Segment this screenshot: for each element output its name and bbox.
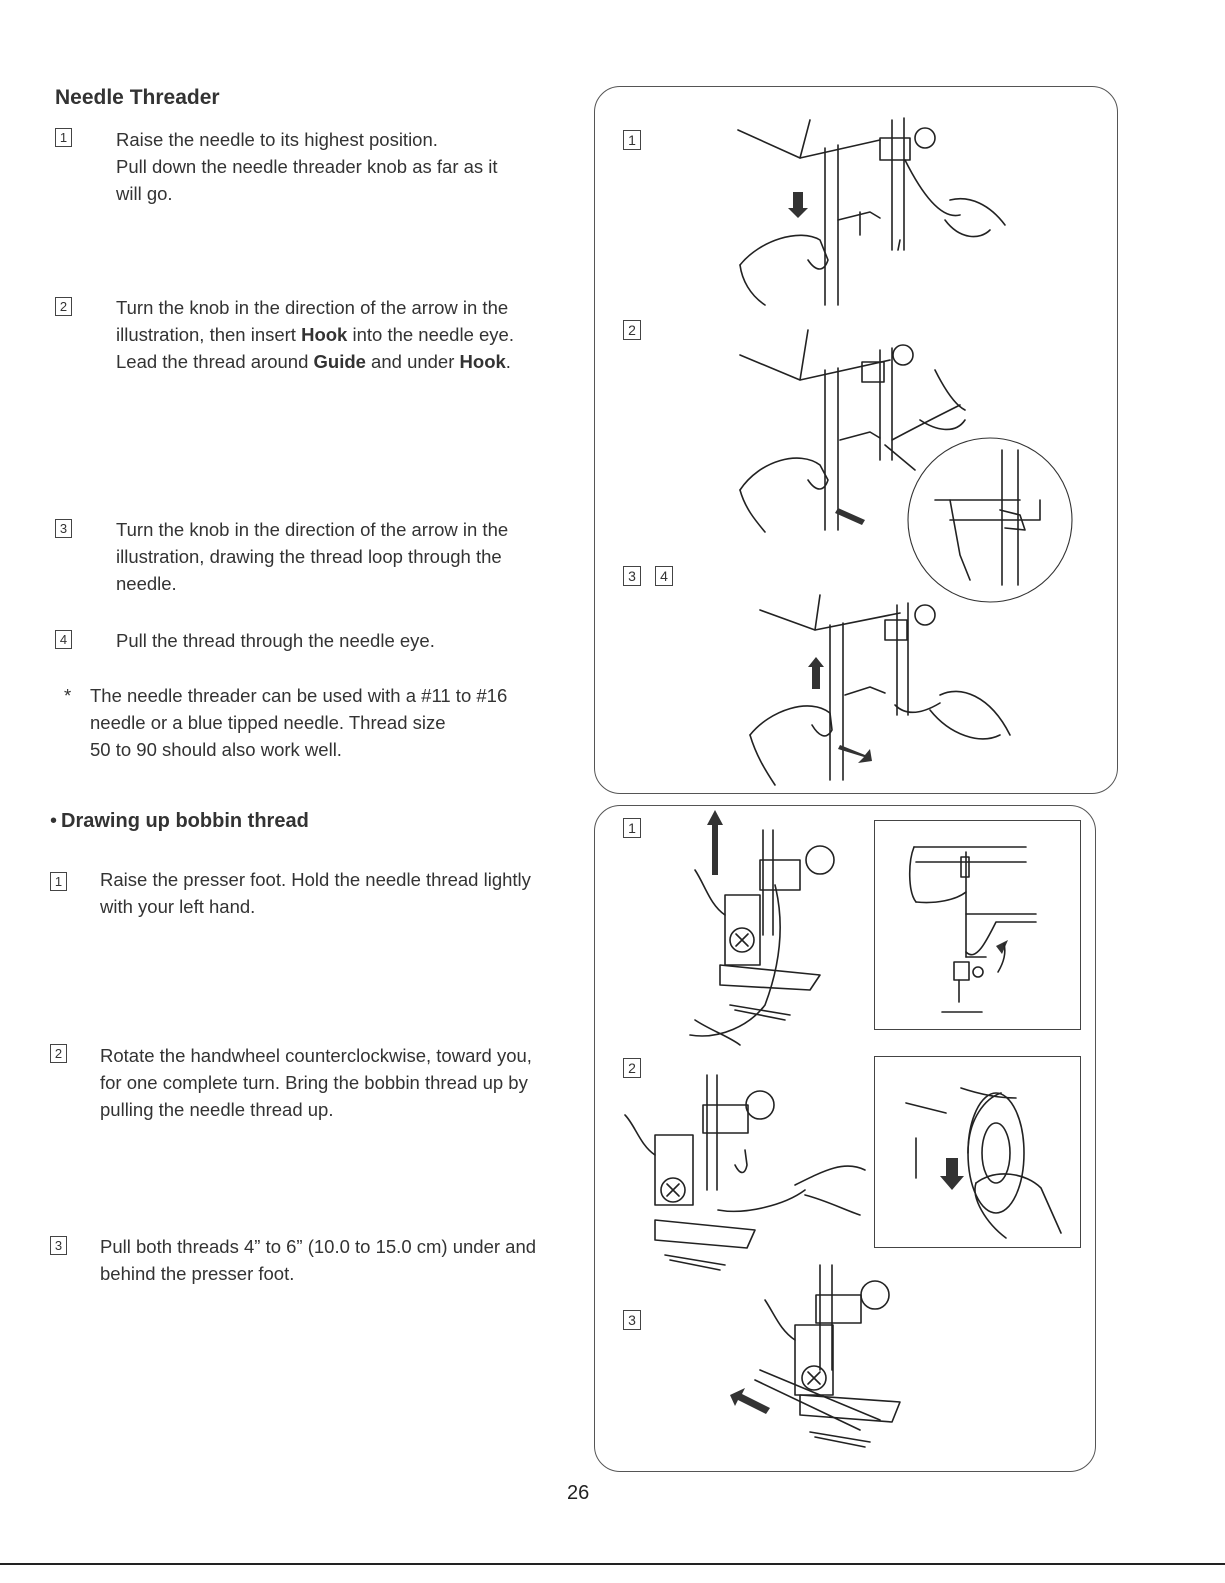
step-3-text [116, 516, 556, 597]
needle-threader-step3-illustration [720, 585, 1030, 790]
step-2-text [116, 294, 556, 375]
bobbin-title-text: Drawing up bobbin thread [61, 810, 309, 832]
bobbin-step2-illustration [615, 1070, 875, 1280]
text-line: Turn the knob in the direction of the arrow in the [116, 519, 509, 540]
step-number-box: 1 [55, 128, 72, 147]
machine-front-illustration [876, 822, 1076, 1026]
text-line: needle. [116, 573, 177, 594]
bobbin-step-3-text [100, 1233, 570, 1287]
section-title-needle-threader: Needle Threader [55, 86, 220, 109]
note-marker: * [64, 685, 72, 706]
needle-threader-step1-illustration [720, 100, 1030, 315]
bullet: • [50, 810, 58, 832]
text-line: Rotate the handwheel counterclockwise, toward you, [100, 1045, 532, 1066]
text-run: Lead the thread around [116, 351, 314, 372]
bobbin-step-1-text [100, 866, 570, 920]
text-line: Turn the knob in the direction of the arrow in the [116, 297, 509, 318]
text-line: Pull down the needle threader knob as far as it [116, 156, 498, 177]
step-number-box: 2 [50, 1044, 67, 1063]
text-line: for one complete turn. Bring the bobbin thread up by [100, 1072, 528, 1093]
needle-threader-step2-illustration [720, 320, 1080, 610]
text-line: 50 to 90 should also work well. [90, 739, 342, 760]
page-bottom-rule [0, 1563, 1225, 1565]
step-4-text [116, 627, 556, 654]
text-line: Raise the presser foot. Hold the needle thread lightly [100, 869, 531, 890]
section-title-bobbin [50, 810, 309, 833]
text-line: behind the presser foot. [100, 1263, 295, 1284]
bobbin-step3-illustration [700, 1260, 940, 1460]
figure-step-box: 3 [623, 566, 641, 586]
step-number-box: 2 [55, 297, 72, 316]
bobbin-step1-illustration [660, 805, 860, 1055]
page-number: 26 [567, 1482, 590, 1504]
step-number-box: 3 [50, 1236, 67, 1255]
figure-step-box: 4 [655, 566, 673, 586]
handwheel-rotation-illustration [876, 1058, 1076, 1244]
step-number-box: 1 [50, 872, 67, 891]
text-line: The needle threader can be used with a #11 to #16 [90, 685, 508, 706]
text-run: illustration, then insert [116, 324, 302, 345]
step-1-text [116, 126, 556, 207]
figure-step-box: 2 [623, 1058, 641, 1078]
step-number-box: 3 [55, 519, 72, 538]
text-run: and under [365, 351, 460, 372]
bobbin-step-2-text [100, 1042, 570, 1123]
step-number-box: 4 [55, 630, 72, 649]
figure-step-box: 2 [623, 320, 641, 340]
text-line: Pull both threads 4” to 6” (10.0 to 15.0 cm) under and [100, 1236, 537, 1257]
text-line: Pull the thread through the needle eye. [116, 630, 435, 651]
term-hook: Hook [459, 351, 506, 372]
text-line [116, 348, 556, 375]
text-line: illustration, drawing the thread loop through the [116, 546, 502, 567]
figure-step-box: 1 [623, 130, 641, 150]
text-line: Raise the needle to its highest position. [116, 129, 438, 150]
note-text [90, 682, 550, 763]
text-run: into the needle eye. [347, 324, 514, 345]
text-line: pulling the needle thread up. [100, 1099, 334, 1120]
text-line: will go. [116, 183, 173, 204]
figure-step-box: 3 [623, 1310, 641, 1330]
text-run: . [505, 351, 511, 372]
text-line: with your left hand. [100, 896, 256, 917]
term-hook: Hook [301, 324, 348, 345]
term-guide: Guide [313, 351, 366, 372]
figure-step-box: 1 [623, 818, 641, 838]
text-line: needle or a blue tipped needle. Thread size [90, 712, 446, 733]
text-line [116, 321, 556, 348]
